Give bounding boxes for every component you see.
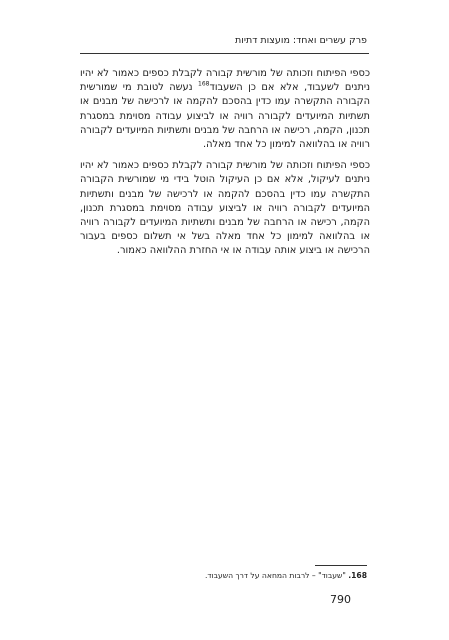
paragraph-1-text-a: כספי הפיתוח וזכותה של מורשית קבורה לקבלת כספים כאמור לא יהיו ניתנים לשעבוד, אלא אם כן השעבוד xyxy=(80,68,370,94)
paragraph-1 xyxy=(80,67,370,152)
footnote-text: "שעבוד" – לרבות המחאה על דרך השעבוד. xyxy=(204,571,349,580)
running-header: פרק עשרים ואחד: מועצות דתיות xyxy=(235,35,367,46)
paragraph-1-text-b: נעשה לטובת מי שמורשית הקבורה התקשרה עמו כדין בהסכם להקמה או לרכישה של מבנים או תשתיות המיועדים לקבורה רוויה או לביצוע עבודה מסוימת במסגרת תכנון, הקמה, רכישה או הרחבה של מבנים ותשתיות המיועדים לקבורה רוויה או בהלוואה למימון כל אחד מאלה. xyxy=(80,82,370,151)
footnote-number: 168. xyxy=(348,571,367,580)
page-number: 790 xyxy=(330,593,351,606)
footnote xyxy=(205,571,367,580)
footnote-reference: 168 xyxy=(198,80,210,88)
header-divider xyxy=(80,53,369,54)
body-text xyxy=(80,67,370,266)
paragraph-2: כספי הפיתוח וזכותה של מורשית קבורה לקבלת כספים כאמור לא יהיו ניתנים לעיקול, אלא אם כן העיקול הוטל בידי מי שמורשית הקבורה התקשרה עמו כדין בהסכם להקמה או לרכישה של מבנים ותשתיות המיועדים לקבורה רוויה או לביצוע עבודה מסוימת במסגרת תכנון, הקמה, רכישה או הרחבה של מבנים ותשתיות המיועדים לקבורה רוויה או בהלוואה למימון כל אחד מאלה בשל אי תשלום כספים בעבור הרכישה או ביצוע אותה עבודה או אי החזרת ההלוואה כאמור. xyxy=(80,160,370,257)
footnote-divider xyxy=(315,565,367,566)
